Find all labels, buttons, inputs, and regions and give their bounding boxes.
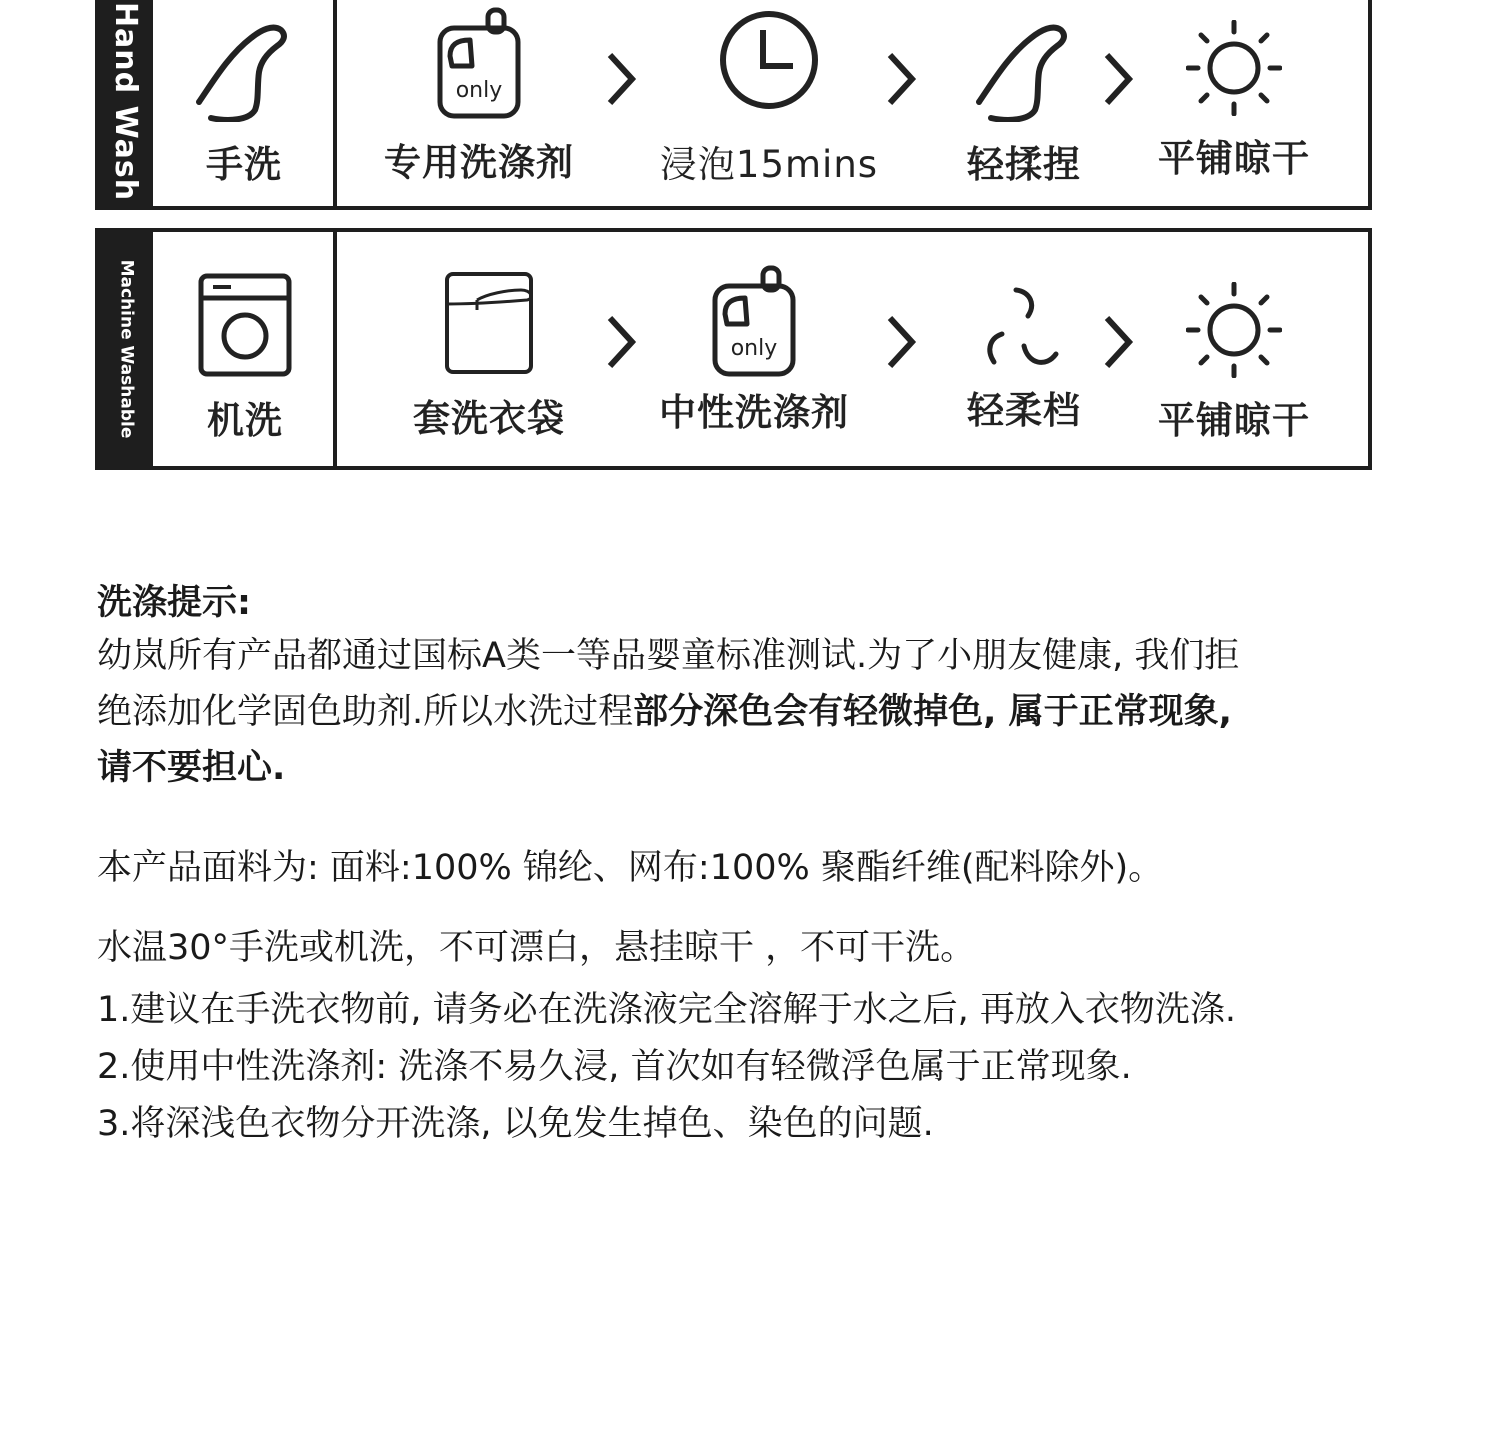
chevron-right-icon (604, 314, 638, 370)
step-label: 套洗衣袋 (413, 397, 565, 440)
sun-icon (1186, 20, 1282, 116)
step-neutral-detergent (634, 262, 874, 436)
hand-wash-main (189, 10, 299, 188)
step-label: 平铺晾干 (1158, 399, 1310, 442)
tips-line-3 (97, 740, 1397, 796)
care-summary: 水温30°手洗或机洗，不可漂白，悬挂晾干 ，不可干洗。 (97, 928, 976, 968)
material-text: 本产品面料为: 面料:100% 锦纶、网布:100% 聚酯纤维(配料除外)。 (97, 848, 1164, 888)
note-item: 2.使用中性洗涤剂: 洗涤不易久浸, 首次如有轻微浮色属于正常现象. (97, 1047, 1132, 1087)
sun-icon (1186, 282, 1282, 378)
chevron-right-icon (1101, 51, 1135, 107)
machine-wash-main-cell (153, 232, 337, 466)
tips-line-1: 幼岚所有产品都通过国标A类一等品婴童标准测试.为了小朋友健康, 我们拒 (97, 636, 1240, 676)
tips-title: 洗涤提示: (97, 583, 251, 623)
hand-icon (969, 10, 1079, 122)
detergent-bottle-icon (709, 262, 799, 378)
step-dry-flat (1139, 282, 1329, 444)
chevron-right-icon (884, 51, 918, 107)
chevron-right-icon (1101, 314, 1135, 370)
step-gentle-cycle (929, 284, 1119, 434)
detergent-bottle-icon (434, 4, 524, 120)
step-label: 轻揉捏 (967, 143, 1081, 186)
tips-line-3-bold: 请不要担心. (97, 748, 286, 788)
gentle-cycle-icon (976, 284, 1072, 372)
washing-machine-icon (197, 272, 293, 378)
tips-line-2-bold: 部分深色会有轻微掉色, 属于正常现象, (633, 692, 1232, 732)
chevron-right-icon (884, 314, 918, 370)
note-item: 3.将深浅色衣物分开洗涤, 以免发生掉色、染色的问题. (97, 1104, 934, 1144)
clock-icon (717, 8, 821, 112)
hand-wash-label: 手洗 (206, 143, 282, 186)
hand-wash-side-tab (99, 0, 153, 206)
machine-wash-side-tab (99, 232, 153, 466)
laundry-bag-icon (443, 270, 535, 376)
only-text: only (730, 336, 778, 361)
machine-wash-label: 机洗 (207, 399, 283, 442)
step-label: 浸泡15mins (659, 143, 879, 186)
step-label: 轻柔档 (967, 389, 1081, 432)
step-label: 专用洗涤剂 (384, 141, 574, 184)
hand-wash-panel (95, 0, 1372, 210)
step-label: 中性洗涤剂 (659, 391, 849, 434)
step-soak (649, 8, 889, 188)
step-detergent (359, 4, 599, 186)
tips-body (97, 628, 1397, 796)
step-knead (929, 10, 1119, 188)
machine-wash-main (195, 272, 295, 444)
hand-wash-side-label: Hand Wash (108, 1, 144, 201)
step-laundry-bag (369, 270, 609, 442)
chevron-right-icon (604, 51, 638, 107)
step-label: 平铺晾干 (1158, 137, 1310, 180)
step-dry-flat (1139, 20, 1329, 182)
machine-wash-panel (95, 228, 1372, 470)
machine-wash-side-label: Machine Washable (116, 259, 137, 439)
hand-wash-main-cell (153, 0, 337, 206)
tips-line-2-normal: 绝添加化学固色助剂.所以水洗过程 (97, 692, 634, 732)
note-item: 1.建议在手洗衣物前, 请务必在洗涤液完全溶解于水之后, 再放入衣物洗涤. (97, 990, 1237, 1030)
tips-line-2 (97, 684, 1397, 740)
hand-icon (189, 10, 299, 122)
only-text: only (455, 78, 503, 103)
